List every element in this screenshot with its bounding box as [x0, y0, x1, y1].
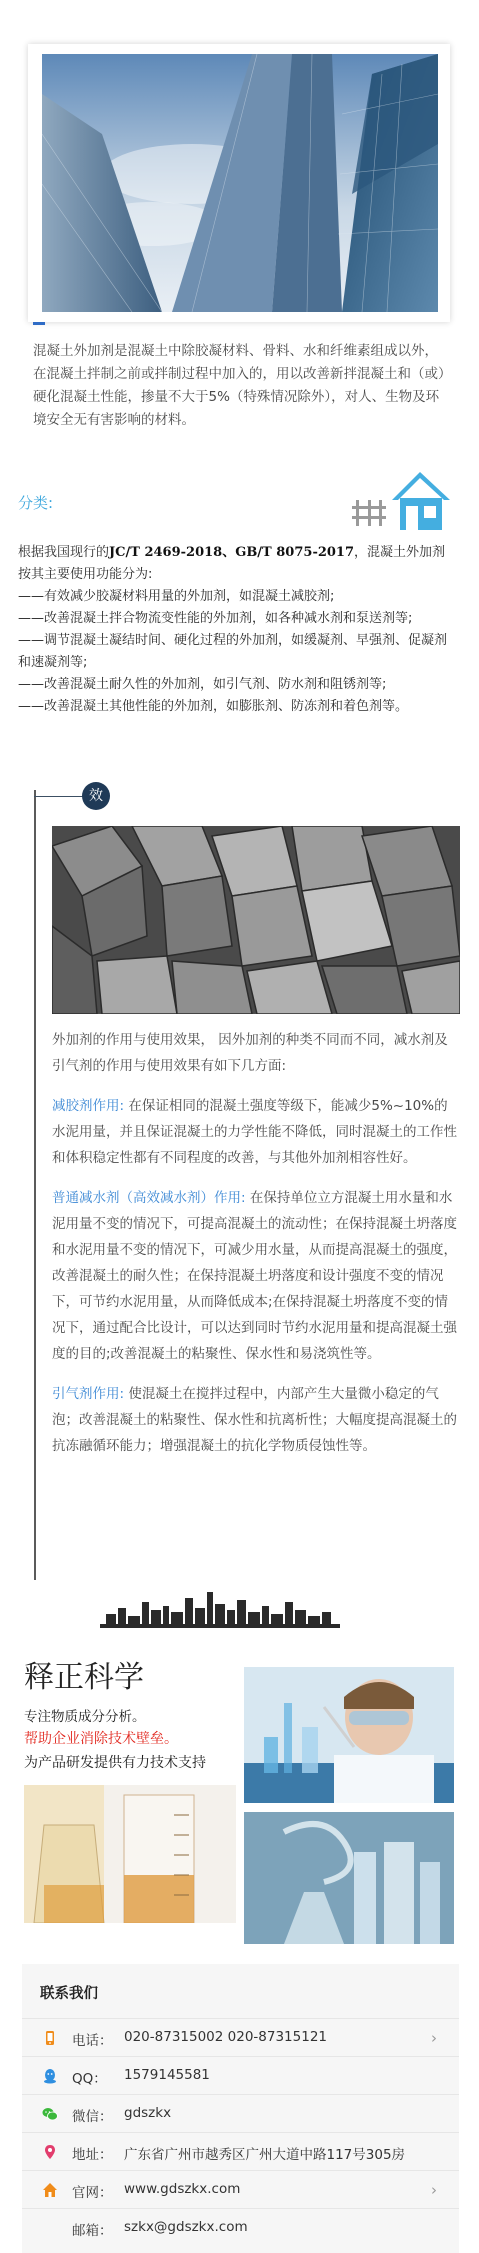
slogan-line: 专注物质成分分析。: [24, 1709, 146, 1725]
effect-item: [52, 1381, 457, 1459]
chevron-right-icon: ›: [431, 2181, 437, 2199]
contact-row-qq[interactable]: [22, 2056, 459, 2095]
effect-term: 普通减水剂（高效减水剂）作用:: [52, 1190, 246, 1206]
contact-row-address[interactable]: [22, 2132, 459, 2171]
hero-accent-bar: [33, 322, 45, 325]
effect-content: [52, 1027, 457, 1473]
contact-label: 地址：: [72, 2147, 113, 2163]
contact-value: szkx@gdszkx.com: [124, 2219, 248, 2235]
contact-label: 微信：: [72, 2109, 113, 2125]
badge-connector: [34, 796, 84, 797]
contact-row-website[interactable]: [22, 2170, 459, 2209]
lab-glassware-photo: [244, 1812, 454, 1944]
classify-content: [18, 542, 458, 718]
effect-text: 在保证相同的混凝土强度等级下，能减少5%~10%的水泥用量，并且保证混凝土的力学性能不降低，同时混凝土的工作性和体积稳定性都有不同程度的改善，与其他外加剂相容性好。: [52, 1098, 457, 1166]
timeline-line: [34, 790, 36, 1580]
lab-beakers-photo: [24, 1785, 236, 1923]
effect-text: 使混凝土在搅拌过程中，内部产生大量微小稳定的气泡；改善混凝土的粘聚性、保水性和抗离析性；大幅度提高混凝土的抗冻融循环能力；增强混凝土的抗化学物质侵蚀性等。: [52, 1386, 457, 1454]
skyscraper-photo: [42, 54, 438, 312]
contact-row-wechat[interactable]: [22, 2094, 459, 2133]
classify-title: 分类:: [18, 494, 54, 512]
city-skyline-graphic: [100, 1588, 340, 1632]
classify-item: ——改善混凝土耐久性的外加剂，如引气剂、防水剂和阻锈剂等;: [18, 677, 387, 692]
lab-scientist-photo: [244, 1667, 454, 1803]
contact-label: 官网：: [72, 2185, 113, 2201]
phone-icon: [42, 2030, 58, 2046]
standard-code: JC/T 2469-2018、GB/T 8075-2017: [109, 545, 355, 560]
contact-label: 电话：: [72, 2033, 113, 2049]
effect-text: 在保持单位立方混凝土用水量和水泥用量不变的情况下，可提高混凝土的流动性；在保持混凝土坍落度和水泥用量不变的情况下，可减少用水量，从而提高混凝土的强度，改善混凝土的耐久性；在保持混凝土坍落度和设计强度不变的情况下，可节约水泥用量，从而降低成本;在保持混凝土坍落度不变的情况下，通过配合比设计，可以达到同时节约水泥用量和提高混凝土强度的目的;改善混凝土的粘聚性、保水性和易浇筑性等。: [52, 1190, 457, 1362]
house-icon: [348, 462, 454, 546]
contact-value: 020-87315002 020-87315121: [124, 2029, 327, 2045]
slogan-highlight: 帮助企业消除技术壁垒。: [24, 1731, 178, 1747]
wechat-icon: [42, 2106, 58, 2122]
classify-lead: 根据我国现行的JC/T 2469-2018、GB/T 8075-2017，混凝土外加剂按其主要使用功能分为:: [18, 545, 446, 582]
contact-label: QQ：: [72, 2071, 107, 2087]
contact-row-email[interactable]: [22, 2208, 459, 2247]
slogan-line: 为产品研发提供有力技术支持: [24, 1755, 206, 1771]
intro-paragraph: 混凝土外加剂是混凝土中除胶凝材料、骨料、水和纤维素组成以外，在混凝土拌制之前或拌制过程中加入的，用以改善新拌混凝土和（或）硬化混凝土性能，掺量不大于5%（特殊情况除外），对人、生物及环境安全无有害影响的材料。: [33, 343, 445, 428]
concrete-cubes-photo: [52, 826, 460, 1014]
contact-value: gdszkx: [124, 2105, 172, 2121]
effect-item: [52, 1093, 457, 1171]
contact-title: 联系我们: [40, 1986, 98, 2002]
contact-value: www.gdszkx.com: [124, 2181, 241, 2197]
effect-item: [52, 1185, 457, 1367]
classify-item: ——有效减少胶凝材料用量的外加剂，如混凝土减胶剂;: [18, 589, 335, 604]
classify-item: ——调节混凝土凝结时间、硬化过程的外加剂，如缓凝剂、早强剂、促凝剂和速凝剂等;: [18, 633, 448, 670]
brand-name: 释正科学: [24, 1660, 144, 1695]
effect-term: 引气剂作用:: [52, 1386, 125, 1402]
effect-badge: 效: [82, 782, 110, 810]
effect-term: 减胶剂作用:: [52, 1098, 125, 1114]
contact-value: 1579145581: [124, 2067, 210, 2083]
contact-value: 广东省广州市越秀区广州大道中路117号305房: [124, 2147, 406, 2163]
qq-icon: [42, 2068, 58, 2084]
classify-item: ——改善混凝土其他性能的外加剂，如膨胀剂、防冻剂和着色剂等。: [18, 699, 409, 714]
contact-label: 邮箱：: [72, 2223, 113, 2239]
home-icon: [42, 2182, 58, 2198]
contact-row-phone[interactable]: [22, 2018, 459, 2057]
effect-intro: 外加剂的作用与使用效果， 因外加剂的种类不同而不同，减水剂及引气剂的作用与使用效果有如下几方面:: [52, 1032, 448, 1074]
chevron-right-icon: ›: [431, 2029, 437, 2047]
location-icon: [42, 2144, 58, 2160]
classify-item: ——改善混凝土拌合物流变性能的外加剂，如各种减水剂和泵送剂等;: [18, 611, 413, 626]
